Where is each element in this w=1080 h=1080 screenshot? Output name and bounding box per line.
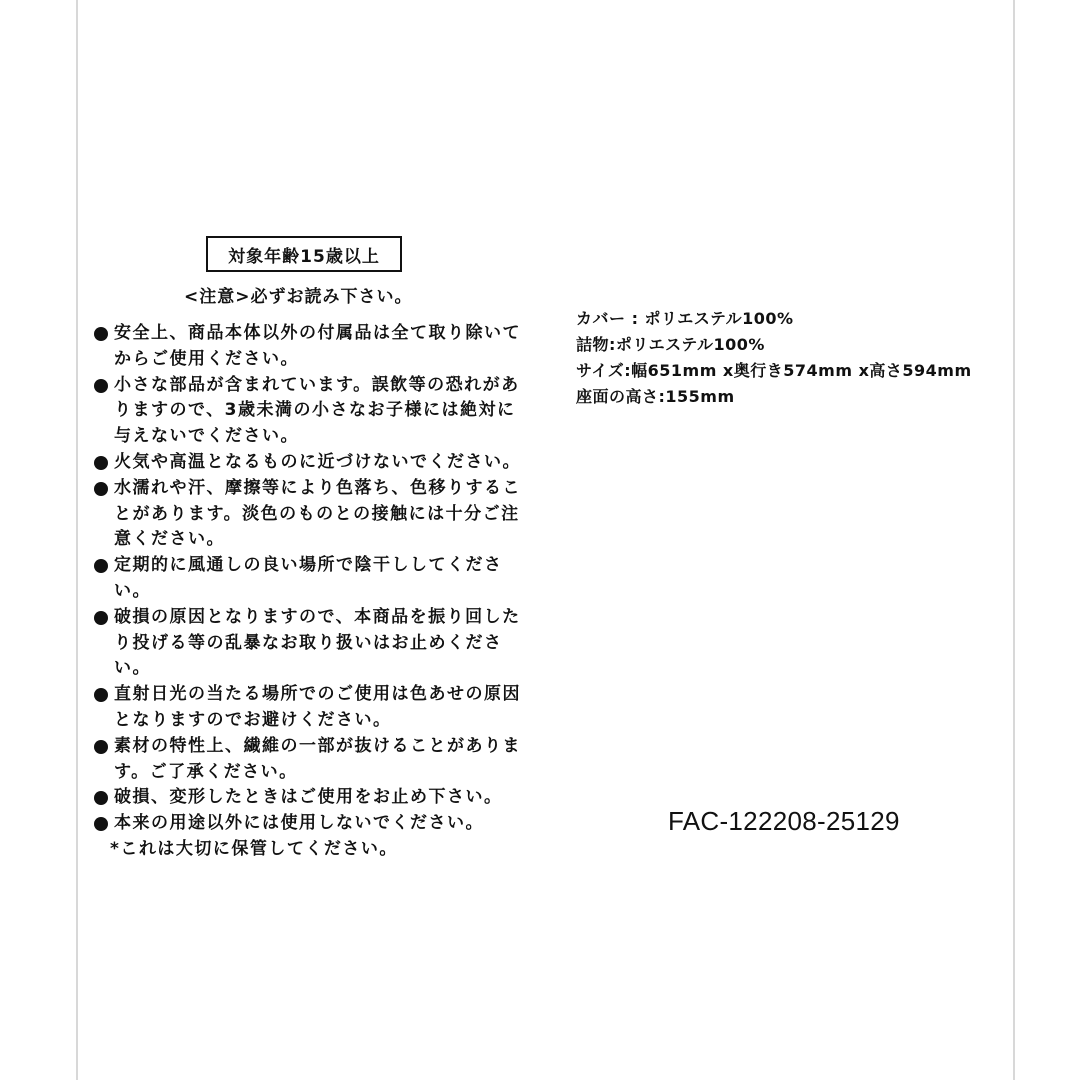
bullet-icon xyxy=(94,791,108,805)
bullet-icon xyxy=(94,327,108,341)
spec-seat-height: 座面の高さ:155mm xyxy=(576,387,735,406)
caution-item xyxy=(94,373,524,450)
caution-item-text: 直射日光の当たる場所でのご使用は色あせの原因となりますのでお避けください。 xyxy=(114,684,521,730)
caution-item-text: 水濡れや汗、摩擦等により色落ち、色移りすることがあります。淡色のものとの接触には十分ご注意ください。 xyxy=(114,477,521,550)
caution-item xyxy=(94,811,524,837)
right-border-line xyxy=(1013,0,1015,1080)
caution-item-text: 素材の特性上、繊維の一部が抜けることがあります。ご了承ください。 xyxy=(114,735,521,782)
caution-item xyxy=(94,321,524,373)
caution-item-text: 安全上、商品本体以外の付属品は全て取り除いてからご使用ください。 xyxy=(114,323,521,369)
bullet-icon xyxy=(94,688,108,702)
caution-item-text: 破損、変形したときはご使用をお止め下さい。 xyxy=(114,787,503,808)
bullet-icon xyxy=(94,611,108,625)
caution-heading: <注意>必ずお読み下さい。 xyxy=(184,287,413,307)
caution-item-text: 本来の用途以外には使用しないでください。 xyxy=(114,813,484,834)
bullet-icon xyxy=(94,817,108,831)
caution-item-text: 小さな部品が含まれています。誤飲等の恐れがありますので、3歳未満の小さなお子様には絶対に与えないでください。 xyxy=(114,374,520,447)
storage-footnote: *これは大切に保管してください。 xyxy=(110,838,398,859)
product-code: FAC-122208-25129 xyxy=(668,806,900,836)
caution-item-text: 破損の原因となりますので、本商品を振り回したり投げる等の乱暴なお取り扱いはお止めください。 xyxy=(114,606,521,679)
caution-item-text: 定期的に風通しの良い場所で陰干ししてください。 xyxy=(114,555,503,601)
bullet-icon xyxy=(94,456,108,470)
left-border-line xyxy=(76,0,78,1080)
caution-item xyxy=(94,605,524,682)
bullet-icon xyxy=(94,482,108,496)
bullet-icon xyxy=(94,379,108,393)
spec-filling-material: 詰物:ポリエステル100% xyxy=(576,335,765,354)
caution-list xyxy=(94,321,534,863)
spec-size: サイズ:幅651mm x奥行き574mm x高さ594mm xyxy=(576,361,972,380)
caution-item xyxy=(94,553,524,605)
age-rating-box xyxy=(206,236,402,272)
caution-item xyxy=(94,476,524,553)
age-rating-text: 対象年齢15歳以上 xyxy=(228,246,380,267)
caution-item xyxy=(94,734,524,786)
caution-item-text: 火気や高温となるものに近づけないでください。 xyxy=(114,451,521,472)
caution-item xyxy=(94,450,524,476)
spec-cover-material: カバー : ポリエステル100% xyxy=(576,309,794,328)
caution-column xyxy=(94,236,534,863)
bullet-icon xyxy=(94,559,108,573)
bullet-icon xyxy=(94,740,108,754)
spec-column xyxy=(576,306,1006,410)
caution-item xyxy=(94,682,524,734)
caution-item xyxy=(94,785,524,811)
